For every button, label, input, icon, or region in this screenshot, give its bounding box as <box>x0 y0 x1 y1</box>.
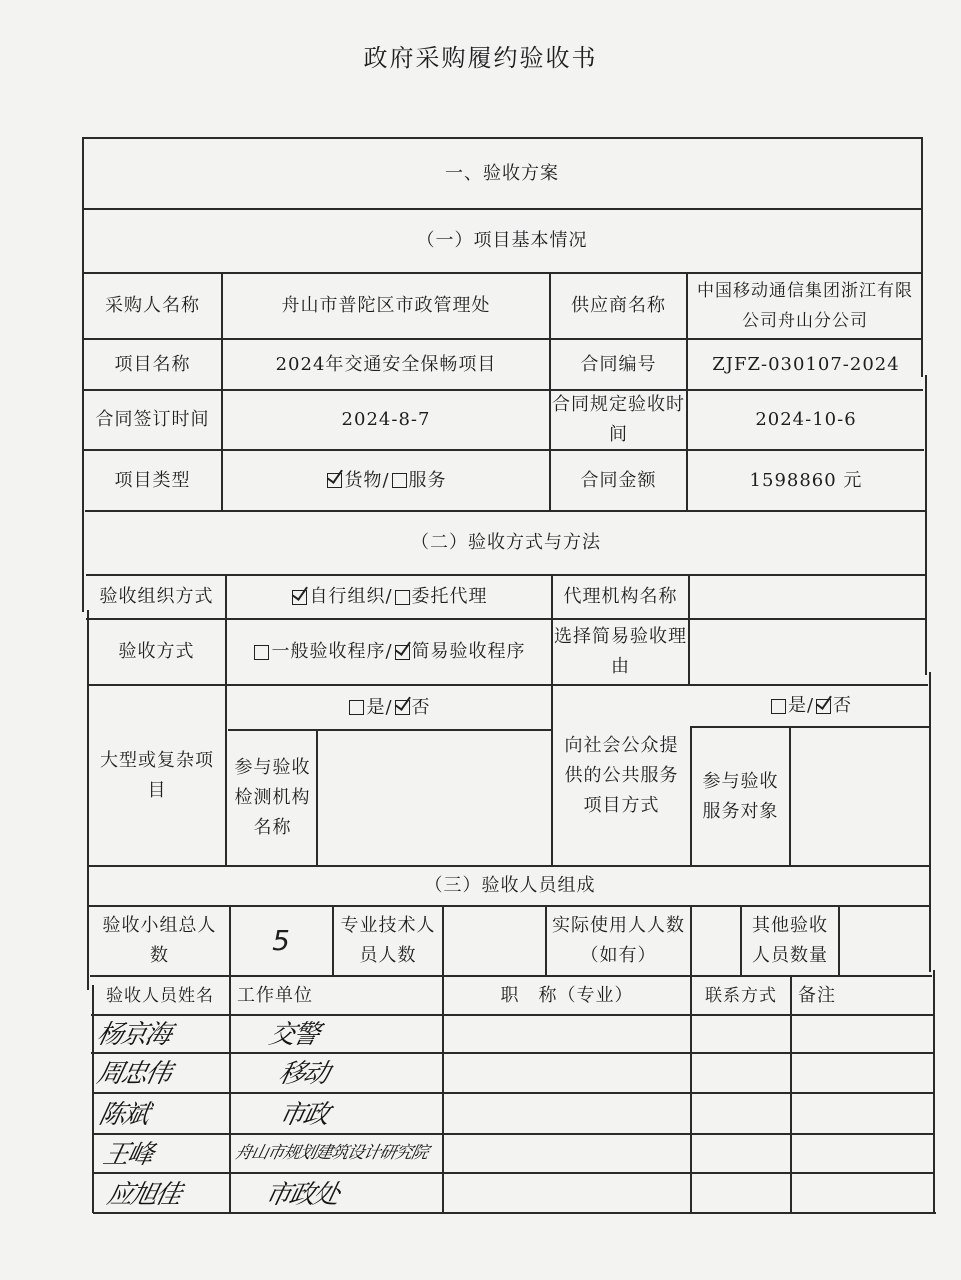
label-sign-time: 合同签订时间 <box>95 409 210 430</box>
header-contact: 联系方式 <box>705 985 777 1006</box>
rule <box>838 905 840 975</box>
document-title: 政府采购履约验收书 <box>363 44 598 72</box>
separator: / <box>385 586 393 607</box>
rule <box>92 1092 934 1094</box>
subsection-heading: （二）验收方式与方法 <box>411 532 601 553</box>
option-yes: 是 <box>787 695 807 716</box>
value-project: 2024年交通安全保畅项目 <box>275 353 497 375</box>
option-entrust: 委托代理 <box>411 586 488 607</box>
value-type <box>223 451 549 510</box>
option-normal: 一般验收程序 <box>271 641 386 662</box>
value-public <box>692 686 929 726</box>
checked-box-icon[interactable] <box>292 590 307 605</box>
value-method <box>227 620 551 684</box>
label-type: 项目类型 <box>114 469 191 491</box>
section-heading: 一、验收方案 <box>445 163 559 184</box>
value-org <box>227 576 551 618</box>
label-org: 验收组织方式 <box>99 586 214 607</box>
label-pro: 专业技术人员人数 <box>340 915 436 966</box>
label-agency: 代理机构名称 <box>563 586 678 607</box>
label-buyer: 采购人名称 <box>105 295 200 316</box>
separator: / <box>806 695 815 716</box>
option-self: 自行组织 <box>309 586 386 607</box>
header-note: 备注 <box>798 984 836 1006</box>
separator: / <box>382 469 390 491</box>
subsection-heading: （一）项目基本情况 <box>416 230 588 251</box>
value-amount: 1598860 元 <box>749 469 863 491</box>
rule <box>92 985 94 1213</box>
rule <box>690 905 692 1212</box>
value-buyer: 舟山市普陀区市政管理处 <box>281 295 491 316</box>
label-contract-no: 合同编号 <box>580 353 657 375</box>
label-method: 验收方式 <box>118 641 195 662</box>
value-large <box>227 686 551 729</box>
member-name-signature: 王峰 <box>100 1140 155 1170</box>
member-name-signature: 周忠伟 <box>94 1059 173 1089</box>
option-simple: 简易验收程序 <box>411 641 526 662</box>
member-unit-handwritten: 交警 <box>266 1020 321 1050</box>
header-unit: 工作单位 <box>237 984 313 1006</box>
rule <box>929 672 931 972</box>
label-total: 验收小组总人数 <box>102 915 217 966</box>
option-no: 否 <box>833 695 853 716</box>
label-service-obj: 参与验收服务对象 <box>702 770 779 822</box>
value-contract-no: ZJFZ-030107-2024 <box>712 353 900 375</box>
member-name-signature: 杨京海 <box>94 1020 173 1050</box>
rule <box>933 970 935 1213</box>
label-accept-time: 合同规定验收时间 <box>552 394 685 445</box>
rule <box>316 729 318 865</box>
checked-box-icon[interactable] <box>327 473 342 488</box>
value-supplier: 中国移动通信集团浙江有限公司舟山分公司 <box>697 281 913 331</box>
separator: / <box>385 696 393 718</box>
member-name-signature: 陈斌 <box>96 1100 151 1130</box>
rule <box>91 1052 933 1054</box>
checked-box-icon[interactable] <box>395 645 410 660</box>
checkbox-icon[interactable] <box>254 645 269 660</box>
member-unit-handwritten: 移动 <box>276 1059 331 1089</box>
checked-box-icon[interactable] <box>395 700 410 715</box>
rule <box>82 137 922 139</box>
option-yes: 是 <box>366 696 386 718</box>
member-name-signature: 应旭佳 <box>104 1180 183 1210</box>
label-project: 项目名称 <box>114 353 191 375</box>
rule <box>91 1014 933 1016</box>
label-test-org: 参与验收检测机构名称 <box>234 757 311 838</box>
label-actual: 实际使用人人数（如有） <box>552 915 685 966</box>
header-name: 验收人员姓名 <box>106 985 214 1006</box>
member-unit-handwritten: 市政处 <box>262 1180 341 1210</box>
rule <box>93 1212 936 1214</box>
rule <box>789 726 791 865</box>
option-goods: 货物 <box>344 469 383 491</box>
label-amount: 合同金额 <box>580 469 657 491</box>
label-supplier: 供应商名称 <box>571 295 666 316</box>
rule <box>688 574 690 684</box>
checkbox-icon[interactable] <box>392 473 407 488</box>
checked-box-icon[interactable] <box>816 699 831 714</box>
separator: / <box>385 641 393 662</box>
label-simple-reason: 选择简易验收理由 <box>554 626 687 677</box>
option-no: 否 <box>411 696 431 718</box>
header-title: 职 称（专业） <box>500 984 634 1006</box>
label-public: 向社会公众提供的公共服务项目方式 <box>564 734 679 816</box>
value-accept-time: 2024-10-6 <box>755 409 857 430</box>
checkbox-icon[interactable] <box>349 700 364 715</box>
checkbox-icon[interactable] <box>395 590 410 605</box>
value-total: 5 <box>272 924 291 957</box>
checkbox-icon[interactable] <box>771 699 786 714</box>
option-service: 服务 <box>408 469 447 491</box>
subsection-heading: （三）验收人员组成 <box>424 875 596 896</box>
label-large: 大型或复杂项目 <box>100 749 214 801</box>
rule <box>442 905 444 1212</box>
rule <box>93 1172 935 1174</box>
member-unit-handwritten: 市政 <box>276 1100 331 1130</box>
rule <box>92 1133 934 1135</box>
value-sign-time: 2024-8-7 <box>341 409 431 430</box>
label-other: 其他验收人员数量 <box>752 915 828 966</box>
member-unit-handwritten: 舟山市规划建筑设计研究院 <box>233 1143 430 1163</box>
